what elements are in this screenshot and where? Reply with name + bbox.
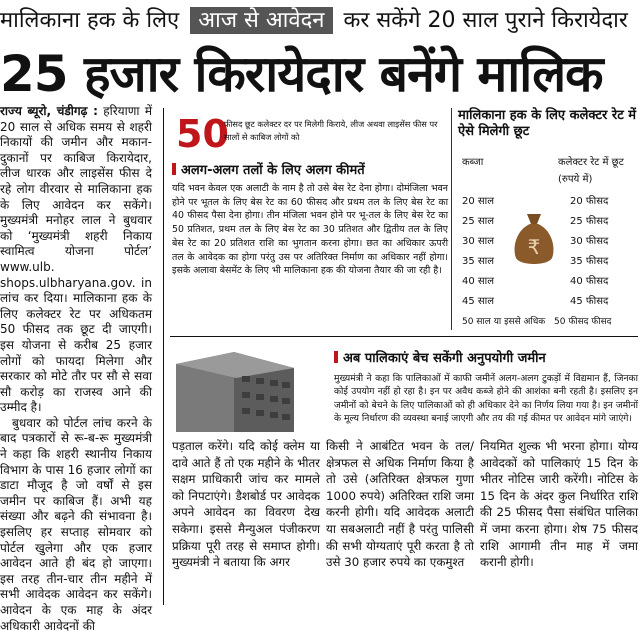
table-cell: 35 साल	[462, 256, 495, 267]
table-row	[458, 312, 638, 332]
discount-text: फीसद छूट कलेक्टर दर पर मिलेगी किराये, लीज अथवा लाइसेंस फीस पर सालों से काबिज लोगों को	[224, 119, 438, 142]
unused-land-heading-text: अब पालिकाएं बेच सकेंगी अनुपयोगी जमीन	[343, 351, 546, 366]
table-header-col1: कब्जा	[462, 157, 484, 168]
kicker-highlight: आज से आवेदन	[190, 7, 332, 34]
column-divider	[163, 108, 164, 605]
table-row	[458, 192, 638, 212]
table-cell: 40 फीसद	[570, 276, 609, 287]
headline: 25 हजार किरायेदार बनेंगे मालिक	[0, 45, 603, 103]
table-cell: 20 फीसद	[570, 196, 609, 207]
table-header-col2: कलेक्टर रेट में छूट (रुपये में)	[558, 157, 624, 185]
kicker-text-after: कर सकेंगे 20 साल पुराने किरायेदार	[343, 8, 628, 33]
discount-number: 50	[176, 112, 229, 156]
rates-text: यदि भवन केवल एक अलाटी के नाम है तो उसे बेस रेट देना होगा। दोमंजिला भवन होने पर भूतल के लिए बेस रेट का 60 फीसद और प्रथम तल के लिए बेस रेट का 40 फीसद पैसा देना होगा। तीन मंजिला भवन होने पर भू-तल के लिए बेस रेट का 50 प्रतिशत, प्रथम तल के लिए बेस रेट का 30 प्रतिशत और द्वितीय तल के लिए बेस रेट का 20 प्रतिशत राशि का भुगतान करना होगा। छत का अधिकार ऊपरी तल के आवेदक का होगा परंतु उस पर अतिरिक्त निर्माण का अधिकार नहीं होगा। इसके अलावा बेसमेंट के लिए भी मालिकाना हक की योजना तैयार की जा रही है।	[172, 183, 448, 277]
table-cell: 30 साल	[462, 236, 495, 247]
left-column-p1	[0, 104, 152, 416]
table-cell: 25 साल	[462, 216, 495, 227]
table-cell: 30 फीसद	[570, 236, 609, 247]
heading-bar	[334, 351, 338, 363]
table-cell: 35 फीसद	[570, 256, 609, 267]
discount-table	[458, 152, 638, 330]
table-row	[458, 272, 638, 292]
table-row	[458, 292, 638, 312]
table-cell: 20 साल	[462, 196, 495, 207]
table-cell: 25 फीसद	[570, 216, 609, 227]
rates-section	[172, 160, 448, 335]
left-column-p2: बुधवार को पोर्टल लांच करने के बाद पत्रकारों से रू-ब-रू मुख्यमंत्री ने कहा कि शहरी स्थानीय निकाय विभाग के पास 16 हजार लोगों का डाटा मौजूद है जो वर्षों से इस जमीन पर काबिज हैं। अभी यह संख्या और बढ़ने की संभावना है। इसलिए हर सप्ताह सोमवार को पोर्टल खुलेगा और एक हजार आवेदन आते ही बंद हो जाएगा। इस तरह तीन-चार तीन महीने में सभी आवेदक आवेदन कर सकेंगे। आवेदन के एक माह के अंदर अधिकारी आवेदनों की	[0, 415, 152, 633]
table-cell: 45 फीसद	[570, 296, 609, 307]
discount-highlight-box	[176, 114, 438, 154]
discount-table-box	[451, 108, 640, 330]
bottom-column-3: नियमित शुल्क भी भरना होगा। योग्य आवेदकों को पालिकाएं 15 दिन के भीतर नोटिस जारी करेंगी। नोटिस के 15 दिन के अंदर कुल निर्धारित राशि की 25 फीसद पैसा संबंधित पालिका में जमा करना होगा। शेष 75 फीसद राशि आगामी तीन माह में जमा करानी होगी।	[480, 439, 638, 570]
heading-bar	[172, 163, 176, 175]
unused-land-heading	[334, 348, 638, 366]
kicker-text-before: मालिकाना हक के लिए	[0, 8, 180, 33]
rates-heading	[172, 160, 448, 178]
table-cell: 40 साल	[462, 276, 495, 287]
bottom-column-1: पड़ताल करेंगे। यदि कोई क्लेम या दावे आते हैं तो एक महीने के भीतर सक्षम प्राधिकारी जांच कर मामले को निपटाएंगे। डैशबोर्ड पर आवेदक अपने आवेदन का विवरण देख सकेगा। इससे मैन्युअल पंजीकरण प्रक्रिया पूरी तरह से समाप्त होगी। मुख्यमंत्री ने बताया कि अगर	[172, 439, 320, 570]
left-column-p1-text: हरियाणा में 20 साल से अधिक समय से शहरी निकायों की जमीन और मकान-दुकानों पर काबिज किरायेदार, लीज धारक और लाइसेंस फीस दे रहे लोग वीरवार से मालिकाना हक के लिए आवेदन कर सकेंगे। मुख्यमंत्री मनोहर लाल ने बुधवार को ‘मुख्यमंत्री शहरी निकाय स्वामित्व योजना पोर्टल’ www.ulb. shops.ulbharyana.gov. in लांच कर दिया। मालिकाना हक के लिए कलेक्टर रेट पर अधिकतम 50 फीसद तक छूट दी जाएगी। इस योजना से करीब 25 हजार लोगों को फायदा मिलेगा और सरकार को मोटे तौर पर सौ से सवा सौ करोड़ का राजस्व आने की उम्मीद है।	[0, 104, 152, 415]
left-column	[0, 104, 152, 633]
building-image	[176, 346, 326, 432]
dateline: राज्य ब्यूरो, चंडीगढ़ :	[0, 104, 98, 118]
bottom-column-2: किसी ने आबंटित भवन के तल/क्षेत्रफल से अधिक निर्माण किया है तो उसे (अतिरिक्त क्षेत्रफल गुणा 1000 रुपये) अतिरिक्त राशि जमा करनी होगी। यदि आवेदक अलाटी या सबअलाटी नहीं है परंतु पालिसी की सभी योग्यताएं पूरी करता है तो उसे 30 हजार रुपये का एकमुश्त	[326, 439, 474, 570]
section-divider	[170, 336, 638, 337]
table-cell: 45 साल	[462, 296, 495, 307]
money-bag-icon	[510, 210, 558, 266]
table-title: मालिकाना हक के लिए कलेक्टर रेट में ऐसे मिलेगी छूट	[458, 108, 637, 139]
rupee-symbol: ₹	[527, 235, 541, 259]
unused-land-section	[334, 348, 638, 434]
table-cell: 50 फीसद फीसद	[554, 317, 612, 327]
table-cell: 50 साल या इससे अधिक	[462, 317, 546, 327]
unused-land-text: मुख्यमंत्री ने कहा कि पालिकाओं में काफी जमीनें अलग-अलग टुकड़ों में विद्यमान हैं, जिनका कोई उपयोग नहीं हो रहा है। इन पर अवैध कब्जे होने की आशंका बनी रहती है। इसलिए इन जमीनों को बेचने के लिए पालिकाओं को ही अधिकार देने का निर्णय लिया गया है। इन जमीनों के मूल्य निर्धारण की व्यवस्था बनाई जाएगी और तय की गई कीमत पर आवेदन मांगे जाएंगे।	[334, 373, 638, 425]
kicker-line	[0, 4, 640, 38]
rates-heading-text: अलग-अलग तलों के लिए अलग कीमतें	[181, 163, 365, 178]
